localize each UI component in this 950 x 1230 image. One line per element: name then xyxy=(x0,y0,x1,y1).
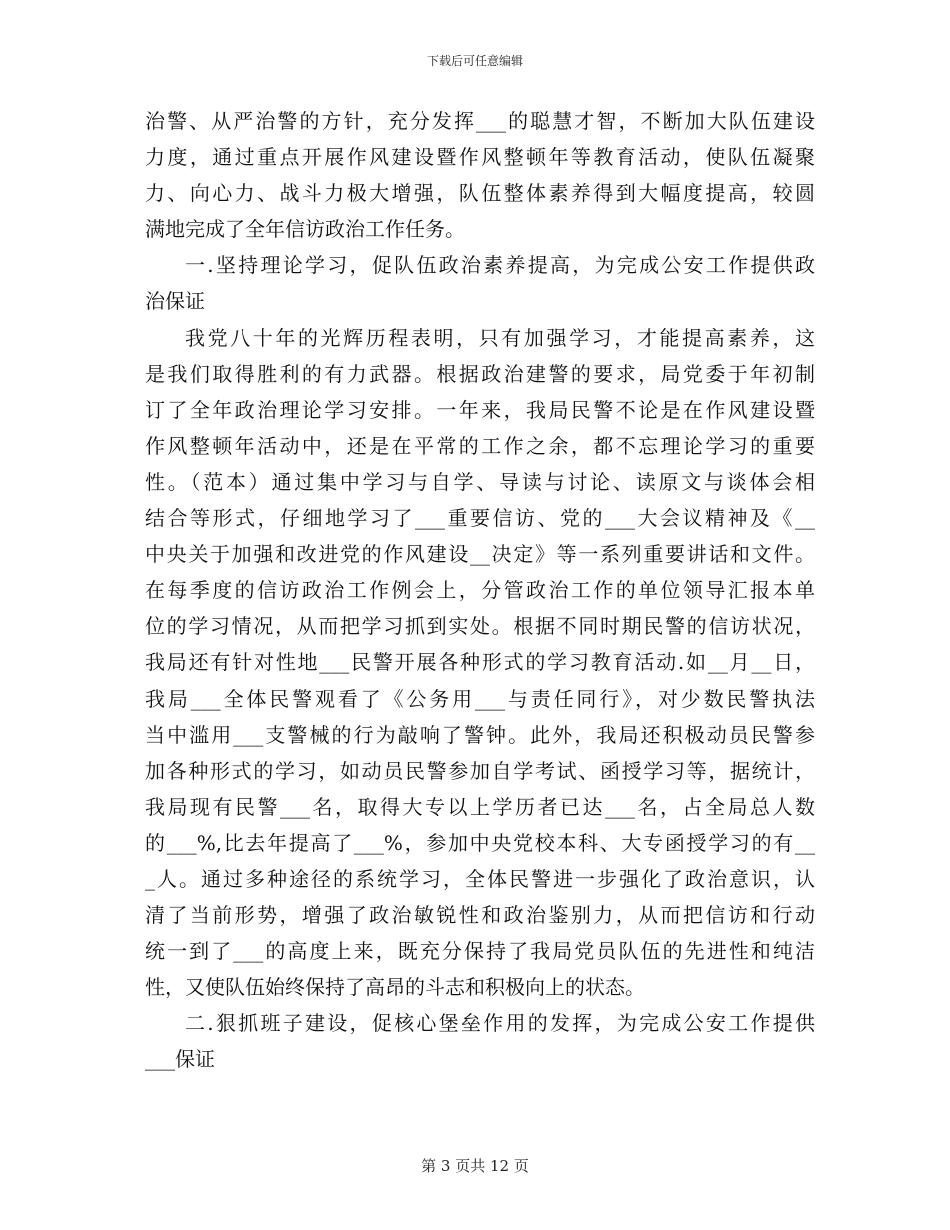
text-line: 满地完成了全年信访政治工作任务。 xyxy=(145,217,465,242)
text-line: 位的学习情况，从而把学习抓到实处。根据不同时期民警的信访状况， xyxy=(145,614,815,639)
document-body xyxy=(145,103,815,1078)
text-line: 是我们取得胜利的有力武器。根据政治建警的要求，局党委于年初制 xyxy=(145,361,815,386)
section-heading-line: ___保证 xyxy=(145,1047,215,1072)
page-footer: 第 3 页共 12 页 xyxy=(421,1157,529,1175)
text-line: 中央关于加强和改进党的作风建设__决定》等一系列重要讲话和文件。 xyxy=(145,542,815,567)
text-line: 治警、从严治警的方针，充分发挥___的聪慧才智，不断加大队伍建设 xyxy=(145,109,815,133)
text-line: 力度，通过重点开展作风建设暨作风整顿年等教育活动，使队伍凝聚 xyxy=(145,145,815,170)
text-line: 作风整顿年活动中，还是在平常的工作之余，都不忘理论学习的重要 xyxy=(145,433,815,458)
page-header: 下载后可任意编辑 xyxy=(426,54,523,68)
text-line: 订了全年政治理论学习安排。一年来，我局民警不论是在作风建设暨 xyxy=(145,397,815,422)
text-line: 结合等形式，仔细地学习了___重要信访、党的___大会议精神及《__ xyxy=(145,506,815,531)
text-line: 我党八十年的光辉历程表明，只有加强学习，才能提高素养，这 xyxy=(185,325,815,350)
text-line: 性。（范本）通过集中学习与自学、导读与讨论、读原文与谈体会相 xyxy=(145,469,815,494)
text-line: _人。通过多种途径的系统学习，全体民警进一步强化了政治意识，认 xyxy=(145,866,815,891)
section-heading-line: 一.坚持理论学习，促队伍政治素养提高，为完成公安工作提供政 xyxy=(185,253,815,278)
section-heading-line: 治保证 xyxy=(145,289,205,314)
section-heading-line: 二.狠抓班子建设，促核心堡垒作用的发挥，为完成公安工作提供 xyxy=(185,1011,815,1036)
text-line: 我局现有民警___名，取得大专以上学历者已达___名，占全局总人数 xyxy=(145,794,815,819)
text-line: 性，又使队伍始终保持了高昂的斗志和积极向上的状态。 xyxy=(145,975,645,1000)
text-line: 清了当前形势，增强了政治敏锐性和政治鉴别力，从而把信访和行动 xyxy=(145,903,815,928)
text-line: 我局___全体民警观看了《公务用___与责任同行》，对少数民警执法 xyxy=(145,686,815,711)
text-line: 当中滥用___支警械的行为敲响了警钟。此外，我局还积极动员民警参 xyxy=(145,722,815,747)
text-line: 加各种形式的学习，如动员民警参加自学考试、函授学习等，据统计， xyxy=(145,758,815,783)
text-line: 统一到了___的高度上来，既充分保持了我局党员队伍的先进性和纯洁 xyxy=(145,939,815,964)
text-line: 我局还有针对性地___民警开展各种形式的学习教育活动.如__月__日， xyxy=(145,650,815,675)
text-line: 的___%,比去年提高了___%，参加中央党校本科、大专函授学习的有__ xyxy=(145,830,815,855)
text-line: 在每季度的信访政治工作例会上，分管政治工作的单位领导汇报本单 xyxy=(145,578,815,603)
text-line: 力、向心力、战斗力极大增强，队伍整体素养得到大幅度提高，较圆 xyxy=(145,181,815,206)
